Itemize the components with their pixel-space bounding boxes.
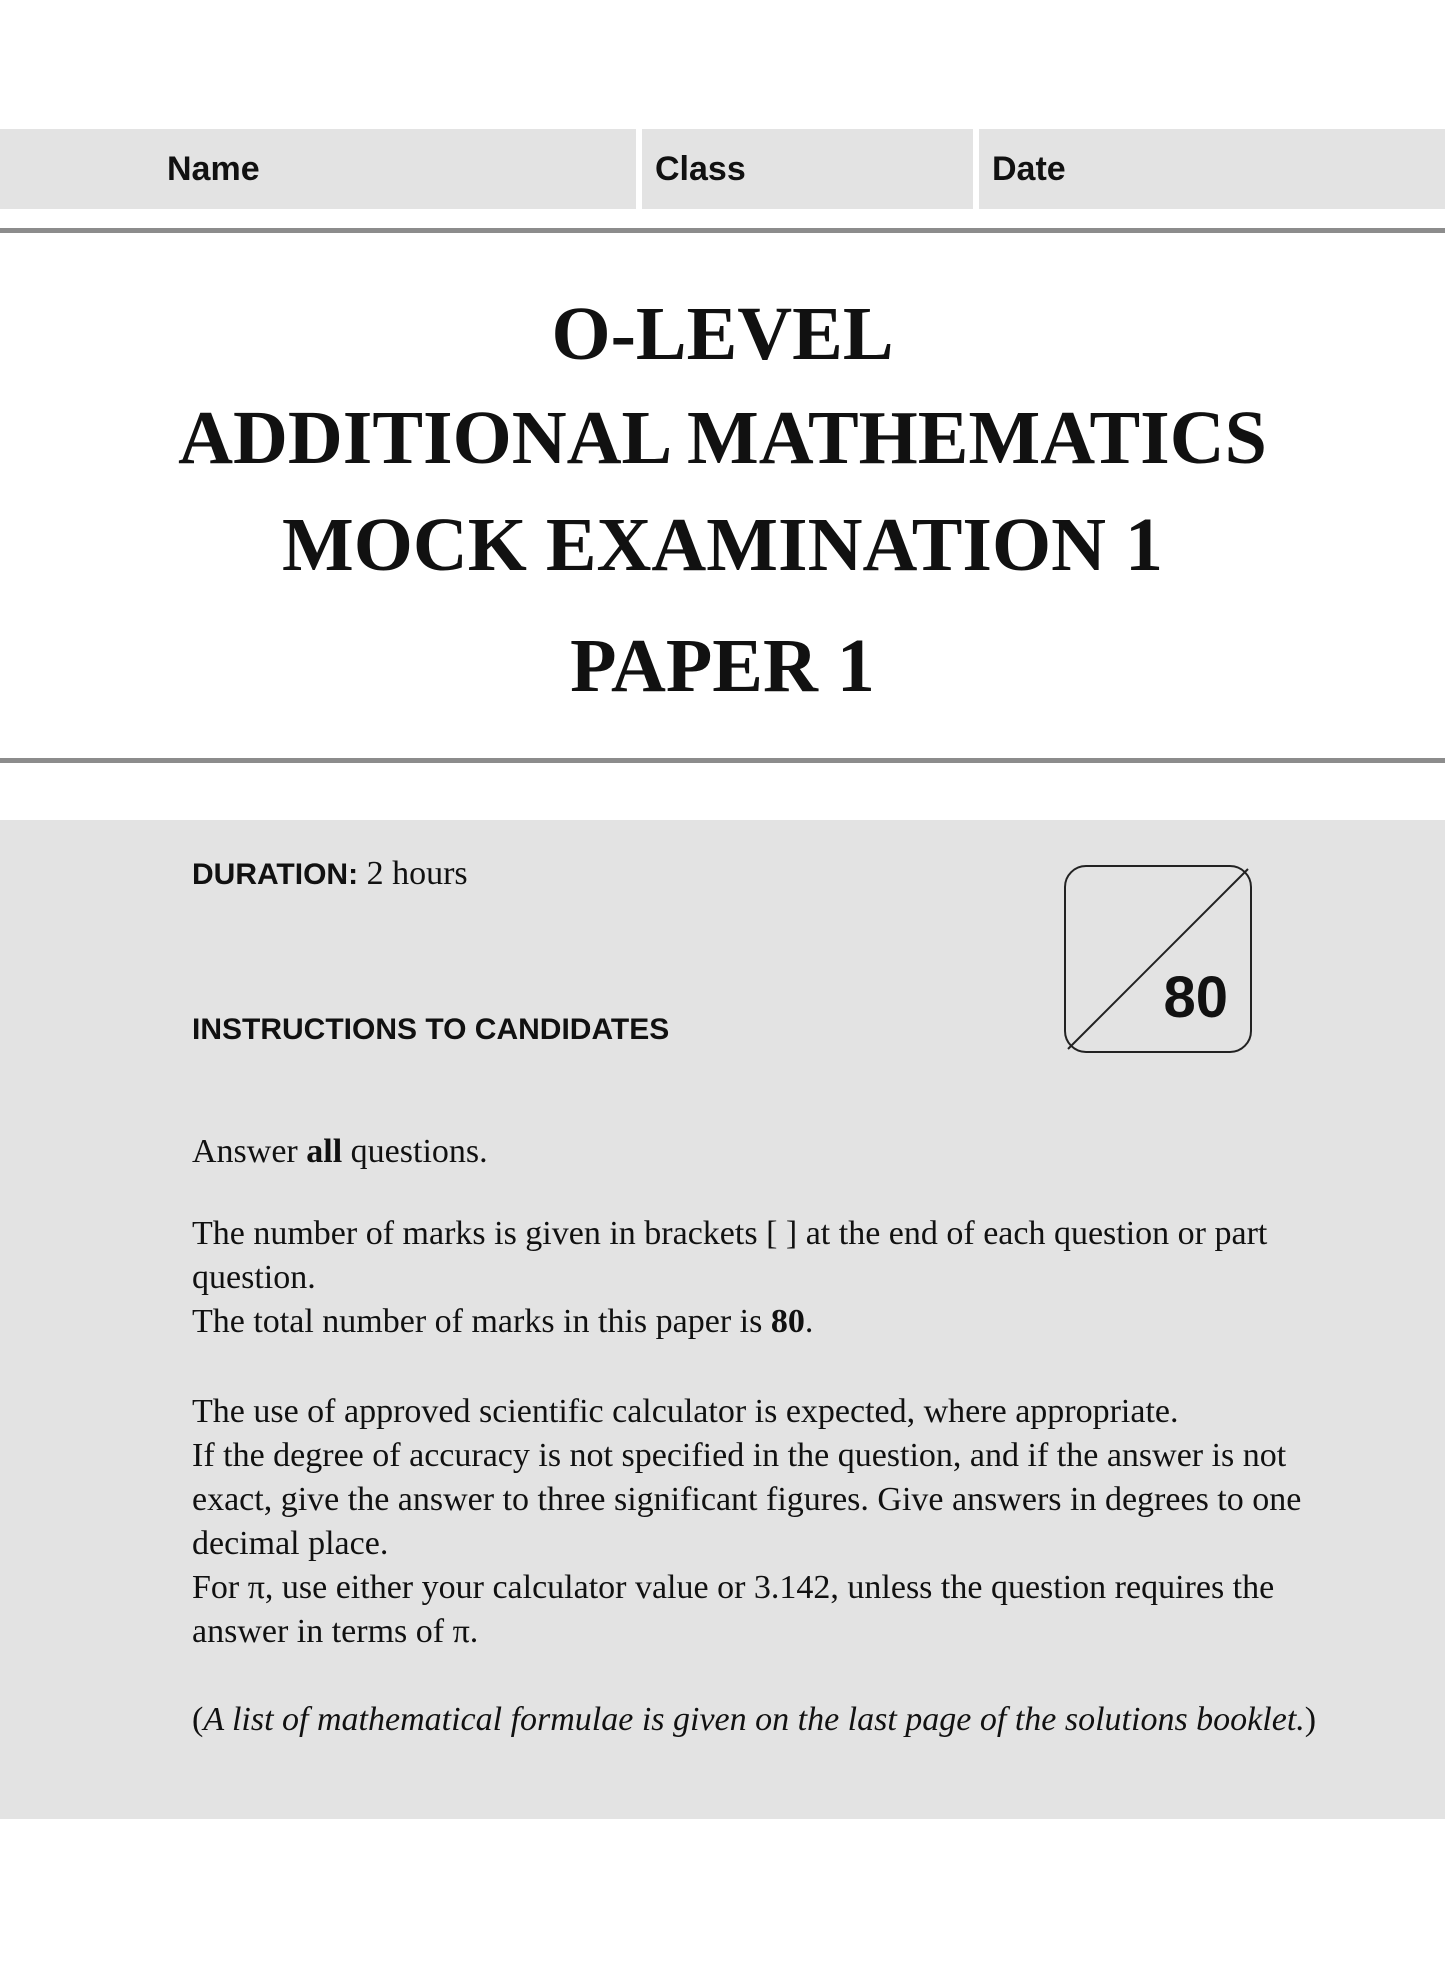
title-line-3: MOCK EXAMINATION 1 — [281, 503, 1163, 587]
title-line-4: PAPER 1 — [570, 624, 875, 708]
name-label: Name — [167, 150, 260, 188]
duration-value: 2 hours — [366, 855, 468, 892]
instruction-calculator — [192, 1390, 1322, 1654]
marks-line-1: The number of marks is given in brackets [ ] at the end of each question or part question. — [192, 1215, 1268, 1296]
p1-text-c: questions. — [342, 1133, 488, 1170]
date-field[interactable] — [979, 129, 1445, 209]
marks-line-2 — [192, 1300, 1322, 1344]
duration-label: DURATION: — [192, 858, 359, 891]
instruction-formulae — [192, 1698, 1322, 1742]
title-line-2: ADDITIONAL MATHEMATICS — [178, 396, 1267, 480]
marks-line-2-c: . — [804, 1303, 814, 1340]
date-label: Date — [992, 150, 1066, 188]
p1-text-bold: all — [306, 1133, 343, 1170]
header-row — [0, 129, 1445, 209]
calc-line-3: For π, use either your calculator value or 3.142, unless the question requires the answer in terms of π. — [192, 1569, 1275, 1650]
title-line-1: O-LEVEL — [551, 292, 894, 376]
total-marks: 80 — [1163, 965, 1228, 1030]
p4-open-paren: ( — [192, 1701, 204, 1738]
class-field[interactable] — [642, 129, 973, 209]
marks-line-2-bold: 80 — [770, 1303, 805, 1340]
p4-close-paren: ) — [1304, 1701, 1317, 1738]
top-divider — [0, 228, 1445, 233]
bottom-divider — [0, 758, 1445, 763]
duration — [192, 855, 468, 893]
instructions-heading: INSTRUCTIONS TO CANDIDATES — [192, 1013, 670, 1046]
p1-text-a: Answer — [192, 1133, 307, 1170]
name-field[interactable] — [0, 129, 636, 209]
instructions-panel — [0, 820, 1445, 1819]
marks-line-2-a: The total number of marks in this paper is — [192, 1303, 771, 1340]
p4-text: A list of mathematical formulae is given on the last page of the solutions booklet. — [203, 1701, 1305, 1738]
calc-line-2: If the degree of accuracy is not specified in the question, and if the answer is not exact, give the answer to three significant figures. Give answers in degrees to one decimal place. — [192, 1437, 1302, 1562]
instruction-marks — [192, 1212, 1322, 1344]
class-label: Class — [655, 150, 746, 188]
marks-box[interactable] — [1064, 865, 1252, 1053]
instruction-answer-all — [192, 1130, 1322, 1174]
calc-line-1: The use of approved scientific calculator is expected, where appropriate. — [192, 1393, 1179, 1430]
